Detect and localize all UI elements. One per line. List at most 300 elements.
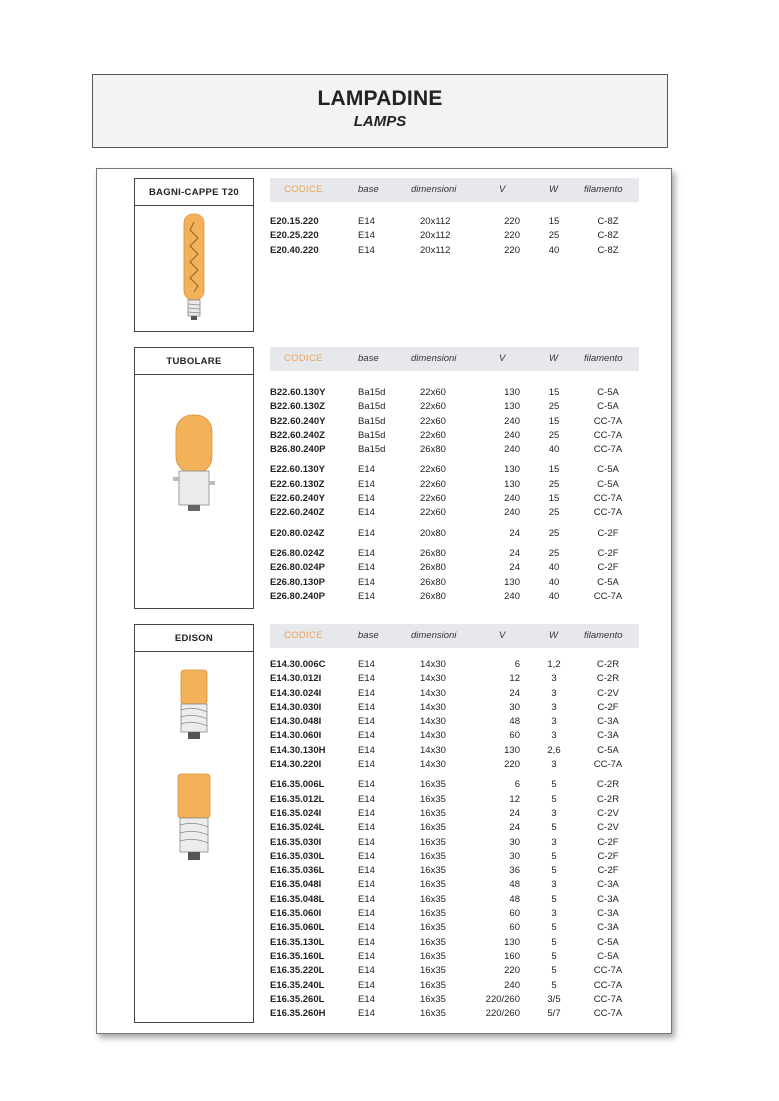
- dimensions-value: 26x80: [420, 444, 446, 456]
- header-v: V: [499, 184, 506, 195]
- base-value: E14: [358, 562, 375, 574]
- voltage-value: 240: [504, 507, 520, 519]
- voltage-value: 240: [504, 493, 520, 505]
- dimensions-value: 16x35: [420, 822, 446, 834]
- dimensions-value: 22x60: [420, 478, 446, 490]
- voltage-value: 24: [509, 807, 520, 819]
- table-row: [270, 688, 639, 702]
- base-value: E14: [358, 759, 375, 771]
- voltage-value: 220: [504, 216, 520, 227]
- product-code: E14.30.048I: [270, 716, 322, 728]
- base-value: E14: [358, 822, 375, 834]
- dimensions-value: 16x35: [420, 779, 446, 791]
- base-value: E14: [358, 936, 375, 948]
- base-value: E14: [358, 576, 375, 588]
- filament-value: CC-7A: [593, 507, 623, 519]
- section-image-box-bagni-cappe: [134, 178, 254, 332]
- filament-value: C-2V: [597, 687, 619, 699]
- wattage-value: 3: [551, 759, 557, 771]
- wattage-value: 3: [551, 807, 557, 819]
- table-row: [270, 822, 639, 836]
- filament-value: C-2F: [597, 865, 619, 877]
- filament-value: C-5A: [597, 744, 619, 756]
- dimensions-value: 16x35: [420, 850, 446, 862]
- edison-large-bulb-image: [159, 768, 229, 878]
- wattage-value: 5: [551, 965, 557, 977]
- base-value: E14: [358, 716, 375, 728]
- product-code: E14.30.220I: [270, 759, 322, 771]
- voltage-value: 60: [509, 730, 520, 742]
- table-row: [270, 965, 639, 979]
- dimensions-value: 16x35: [420, 793, 446, 805]
- base-value: E14: [358, 793, 375, 805]
- base-value: Ba15d: [358, 415, 386, 427]
- table-row: [270, 548, 639, 562]
- wattage-value: 40: [548, 444, 560, 456]
- voltage-value: 160: [504, 950, 520, 962]
- voltage-value: 240: [504, 415, 520, 427]
- wattage-value: 3: [551, 701, 557, 713]
- table-row: [270, 894, 639, 908]
- table-row: [270, 808, 639, 822]
- table-row: [270, 230, 639, 244]
- edison-small-bulb-image: [159, 662, 229, 752]
- filament-value: C-5A: [597, 950, 619, 962]
- product-code: E16.35.240L: [270, 979, 325, 991]
- wattage-value: 40: [548, 562, 560, 574]
- voltage-value: 30: [509, 701, 520, 713]
- filament-value: C-2R: [596, 659, 620, 670]
- wattage-value: 5: [551, 979, 557, 991]
- table-row: [270, 591, 639, 605]
- filament-value: CC-7A: [593, 590, 623, 602]
- table-row: [270, 937, 639, 951]
- wattage-value: 25: [548, 429, 560, 441]
- dimensions-value: 22x60: [420, 387, 446, 398]
- product-code: E14.30.006C: [270, 659, 326, 670]
- table-row: [270, 507, 639, 521]
- product-code: E16.35.260H: [270, 1008, 326, 1020]
- wattage-value: 3: [551, 908, 557, 920]
- filament-value: C-3A: [597, 730, 619, 742]
- tubular-bulb-image: [159, 381, 229, 531]
- wattage-value: 25: [548, 547, 560, 559]
- base-value: Ba15d: [358, 444, 386, 456]
- dimensions-value: 20x80: [420, 527, 446, 539]
- base-value: E14: [358, 865, 375, 877]
- base-value: E14: [358, 701, 375, 713]
- wattage-value: 5: [551, 865, 557, 877]
- header-code: CODICE: [284, 184, 323, 195]
- dimensions-value: 14x30: [420, 744, 446, 756]
- dimensions-value: 22x60: [420, 401, 446, 413]
- wattage-value: 5: [551, 793, 557, 805]
- voltage-value: 24: [509, 562, 520, 574]
- voltage-value: 6: [514, 779, 520, 791]
- section-label: TUBOLARE: [135, 348, 253, 375]
- voltage-value: 220: [504, 244, 520, 256]
- base-value: E14: [358, 744, 375, 756]
- voltage-value: 240: [504, 444, 520, 456]
- dimensions-value: 16x35: [420, 965, 446, 977]
- header-v: V: [499, 630, 506, 641]
- voltage-value: 36: [509, 865, 520, 877]
- voltage-value: 48: [509, 893, 520, 905]
- filament-value: C-3A: [597, 879, 619, 891]
- table-row: [270, 745, 639, 759]
- filament-value: C-2V: [597, 807, 619, 819]
- table-row: [270, 245, 639, 259]
- header-dimensions: dimensioni: [411, 353, 457, 364]
- product-code: E16.35.048I: [270, 879, 322, 891]
- table-row: [270, 837, 639, 851]
- header-code: CODICE: [284, 630, 323, 641]
- voltage-value: 30: [509, 850, 520, 862]
- table-row: [270, 493, 639, 507]
- table-row: [270, 659, 639, 673]
- base-value: E14: [358, 547, 375, 559]
- filament-value: CC-7A: [593, 1008, 623, 1020]
- page-subtitle: LAMPS: [353, 113, 407, 130]
- product-code: E14.30.030I: [270, 701, 322, 713]
- product-code: E22.60.130Y: [270, 464, 325, 476]
- voltage-value: 60: [509, 922, 520, 934]
- header-w: W: [549, 630, 558, 641]
- voltage-value: 220/260: [485, 993, 520, 1005]
- table-row: [270, 879, 639, 893]
- header-base: base: [358, 630, 379, 641]
- base-value: E14: [358, 464, 375, 476]
- wattage-value: 5: [551, 893, 557, 905]
- base-value: E14: [358, 507, 375, 519]
- dimensions-value: 26x80: [420, 576, 446, 588]
- table-header: [270, 178, 639, 202]
- base-value: E14: [358, 673, 375, 685]
- voltage-value: 220/260: [485, 1008, 520, 1020]
- base-value: E14: [358, 478, 375, 490]
- base-value: E14: [358, 850, 375, 862]
- product-code: E20.40.220: [270, 244, 319, 256]
- product-code: E16.35.030L: [270, 850, 325, 862]
- voltage-value: 240: [504, 590, 520, 602]
- filament-value: C-2R: [596, 673, 620, 685]
- header-dimensions: dimensioni: [411, 630, 457, 641]
- filament-value: C-2R: [596, 779, 620, 791]
- voltage-value: 24: [509, 547, 520, 559]
- table-row: [270, 673, 639, 687]
- filament-value: C-5A: [597, 936, 619, 948]
- wattage-value: 15: [548, 415, 560, 427]
- voltage-value: 48: [509, 716, 520, 728]
- wattage-value: 15: [548, 387, 560, 398]
- filament-value: CC-7A: [593, 979, 623, 991]
- table-row: [270, 994, 639, 1008]
- header-w: W: [549, 184, 558, 195]
- base-value: E14: [358, 908, 375, 920]
- voltage-value: 24: [509, 822, 520, 834]
- base-value: E14: [358, 993, 375, 1005]
- filament-value: C-2F: [597, 547, 619, 559]
- voltage-value: 240: [504, 979, 520, 991]
- base-value: E14: [358, 950, 375, 962]
- wattage-value: 40: [548, 244, 560, 256]
- wattage-value: 5: [551, 822, 557, 834]
- filament-value: C-8Z: [597, 244, 619, 256]
- product-code: E16.35.060L: [270, 922, 325, 934]
- filament-value: C-5A: [597, 387, 619, 398]
- table-row: [270, 387, 639, 401]
- product-table-edison: [270, 659, 639, 1022]
- table-row: [270, 951, 639, 965]
- voltage-value: 130: [504, 936, 520, 948]
- table-row: [270, 908, 639, 922]
- product-code: E16.35.260L: [270, 993, 325, 1005]
- header-code: CODICE: [284, 353, 323, 364]
- header-base: base: [358, 184, 379, 195]
- dimensions-value: 14x30: [420, 730, 446, 742]
- base-value: E14: [358, 230, 375, 242]
- filament-value: C-2F: [597, 850, 619, 862]
- table-row: [270, 416, 639, 430]
- base-value: E14: [358, 922, 375, 934]
- page-title: LAMPADINE: [317, 87, 443, 110]
- dimensions-value: 16x35: [420, 1008, 446, 1020]
- filament-value: C-8Z: [597, 216, 619, 227]
- wattage-value: 3/5: [547, 993, 561, 1005]
- voltage-value: 12: [509, 793, 520, 805]
- title-box: [92, 74, 668, 148]
- tube-bulb-t20-image: [164, 206, 224, 330]
- product-code: E14.30.024I: [270, 687, 322, 699]
- filament-value: C-5A: [597, 401, 619, 413]
- filament-value: C-2R: [596, 793, 620, 805]
- table-row: [270, 865, 639, 879]
- table-row: [270, 1008, 639, 1022]
- table-row: [270, 716, 639, 730]
- filament-value: CC-7A: [593, 993, 623, 1005]
- product-code: E16.35.160L: [270, 950, 325, 962]
- product-code: E16.35.220L: [270, 965, 325, 977]
- product-code: E26.80.130P: [270, 576, 325, 588]
- voltage-value: 130: [504, 464, 520, 476]
- product-code: E16.35.130L: [270, 936, 325, 948]
- wattage-value: 25: [548, 230, 560, 242]
- filament-value: C-2V: [597, 822, 619, 834]
- voltage-value: 130: [504, 576, 520, 588]
- section-label: EDISON: [135, 625, 253, 652]
- wattage-value: 5: [551, 950, 557, 962]
- wattage-value: 3: [551, 836, 557, 848]
- voltage-value: 48: [509, 879, 520, 891]
- filament-value: CC-7A: [593, 965, 623, 977]
- voltage-value: 220: [504, 965, 520, 977]
- base-value: E14: [358, 216, 375, 227]
- product-code: E26.80.024Z: [270, 547, 325, 559]
- wattage-value: 5/7: [547, 1008, 561, 1020]
- voltage-value: 24: [509, 687, 520, 699]
- product-code: E16.35.048L: [270, 893, 325, 905]
- table-row: [270, 759, 639, 773]
- table-row: [270, 794, 639, 808]
- voltage-value: 240: [504, 429, 520, 441]
- product-code: E16.35.060I: [270, 908, 322, 920]
- dimensions-value: 22x60: [420, 415, 446, 427]
- wattage-value: 40: [548, 576, 560, 588]
- wattage-value: 25: [548, 527, 560, 539]
- header-v: V: [499, 353, 506, 364]
- wattage-value: 5: [551, 922, 557, 934]
- wattage-value: 3: [551, 730, 557, 742]
- dimensions-value: 14x30: [420, 701, 446, 713]
- product-code: E26.80.024P: [270, 562, 325, 574]
- base-value: E14: [358, 893, 375, 905]
- product-code: E22.60.240Y: [270, 493, 325, 505]
- voltage-value: 24: [509, 527, 520, 539]
- voltage-value: 6: [514, 659, 520, 670]
- product-code: E16.35.006L: [270, 779, 325, 791]
- dimensions-value: 20x112: [420, 216, 451, 227]
- product-code: E20.25.220: [270, 230, 319, 242]
- product-code: B26.80.240P: [270, 444, 326, 456]
- wattage-value: 3: [551, 716, 557, 728]
- header-filament: filamento: [584, 353, 623, 364]
- section-image-box-edison: [134, 624, 254, 1023]
- product-code: E16.35.024I: [270, 807, 322, 819]
- wattage-value: 25: [548, 507, 560, 519]
- dimensions-value: 16x35: [420, 836, 446, 848]
- base-value: E14: [358, 879, 375, 891]
- dimensions-value: 16x35: [420, 865, 446, 877]
- dimensions-value: 16x35: [420, 807, 446, 819]
- table-row: [270, 851, 639, 865]
- base-value: E14: [358, 836, 375, 848]
- base-value: E14: [358, 730, 375, 742]
- filament-value: CC-7A: [593, 415, 623, 427]
- base-value: Ba15d: [358, 429, 386, 441]
- filament-value: C-5A: [597, 576, 619, 588]
- filament-value: C-2F: [597, 527, 619, 539]
- base-value: Ba15d: [358, 401, 386, 413]
- dimensions-value: 20x112: [420, 230, 451, 242]
- filament-value: C-2F: [597, 562, 619, 574]
- product-code: E16.35.036L: [270, 865, 325, 877]
- product-code: E16.35.012L: [270, 793, 325, 805]
- dimensions-value: 14x30: [420, 687, 446, 699]
- table-row: [270, 528, 639, 542]
- voltage-value: 30: [509, 836, 520, 848]
- table-row: [270, 922, 639, 936]
- base-value: E14: [358, 244, 375, 256]
- section-label: BAGNI-CAPPE T20: [135, 179, 253, 206]
- wattage-value: 25: [548, 401, 560, 413]
- dimensions-value: 16x35: [420, 879, 446, 891]
- product-code: E14.30.060I: [270, 730, 322, 742]
- dimensions-value: 22x60: [420, 464, 446, 476]
- header-dimensions: dimensioni: [411, 184, 457, 195]
- base-value: E14: [358, 687, 375, 699]
- table-row: [270, 479, 639, 493]
- wattage-value: 5: [551, 850, 557, 862]
- dimensions-value: 16x35: [420, 922, 446, 934]
- dimensions-value: 22x60: [420, 507, 446, 519]
- table-row: [270, 430, 639, 444]
- dimensions-value: 14x30: [420, 673, 446, 685]
- header-w: W: [549, 353, 558, 364]
- product-code: B22.60.130Y: [270, 387, 326, 398]
- filament-value: CC-7A: [593, 429, 623, 441]
- filament-value: C-8Z: [597, 230, 619, 242]
- table-row: [270, 577, 639, 591]
- dimensions-value: 20x112: [420, 244, 451, 256]
- product-table-bagni-cappe: [270, 216, 639, 259]
- filament-value: C-2F: [597, 701, 619, 713]
- voltage-value: 130: [504, 478, 520, 490]
- base-value: E14: [358, 590, 375, 602]
- wattage-value: 5: [551, 779, 557, 791]
- voltage-value: 130: [504, 744, 520, 756]
- wattage-value: 2,6: [547, 744, 561, 756]
- filament-value: C-3A: [597, 893, 619, 905]
- table-row: [270, 444, 639, 458]
- table-header: [270, 347, 639, 371]
- product-code: E14.30.012I: [270, 673, 322, 685]
- product-code: E16.35.024L: [270, 822, 325, 834]
- voltage-value: 220: [504, 759, 520, 771]
- filament-value: CC-7A: [593, 759, 623, 771]
- wattage-value: 3: [551, 879, 557, 891]
- base-value: E14: [358, 779, 375, 791]
- product-code: E26.80.240P: [270, 590, 325, 602]
- dimensions-value: 22x60: [420, 493, 446, 505]
- table-row: [270, 779, 639, 793]
- dimensions-value: 14x30: [420, 659, 446, 670]
- filament-value: C-5A: [597, 478, 619, 490]
- voltage-value: 220: [504, 230, 520, 242]
- wattage-value: 15: [548, 493, 560, 505]
- dimensions-value: 14x30: [420, 759, 446, 771]
- wattage-value: 3: [551, 687, 557, 699]
- wattage-value: 1,2: [547, 659, 561, 670]
- wattage-value: 40: [548, 590, 560, 602]
- wattage-value: 15: [548, 216, 560, 227]
- section-image-box-tubolare: [134, 347, 254, 609]
- voltage-value: 12: [509, 673, 520, 685]
- product-code: E20.80.024Z: [270, 527, 325, 539]
- product-code: E16.35.030I: [270, 836, 322, 848]
- dimensions-value: 16x35: [420, 908, 446, 920]
- filament-value: C-2F: [597, 836, 619, 848]
- header-filament: filamento: [584, 630, 623, 641]
- table-row: [270, 401, 639, 415]
- dimensions-value: 26x80: [420, 547, 446, 559]
- product-code: E22.60.240Z: [270, 507, 325, 519]
- wattage-value: 15: [548, 464, 560, 476]
- table-row: [270, 730, 639, 744]
- table-row: [270, 702, 639, 716]
- dimensions-value: 14x30: [420, 716, 446, 728]
- filament-value: C-3A: [597, 922, 619, 934]
- table-header: [270, 624, 639, 648]
- base-value: E14: [358, 527, 375, 539]
- product-table-tubolare: [270, 387, 639, 605]
- base-value: E14: [358, 979, 375, 991]
- wattage-value: 25: [548, 478, 560, 490]
- table-row: [270, 562, 639, 576]
- dimensions-value: 16x35: [420, 950, 446, 962]
- filament-value: CC-7A: [593, 444, 623, 456]
- header-filament: filamento: [584, 184, 623, 195]
- dimensions-value: 16x35: [420, 979, 446, 991]
